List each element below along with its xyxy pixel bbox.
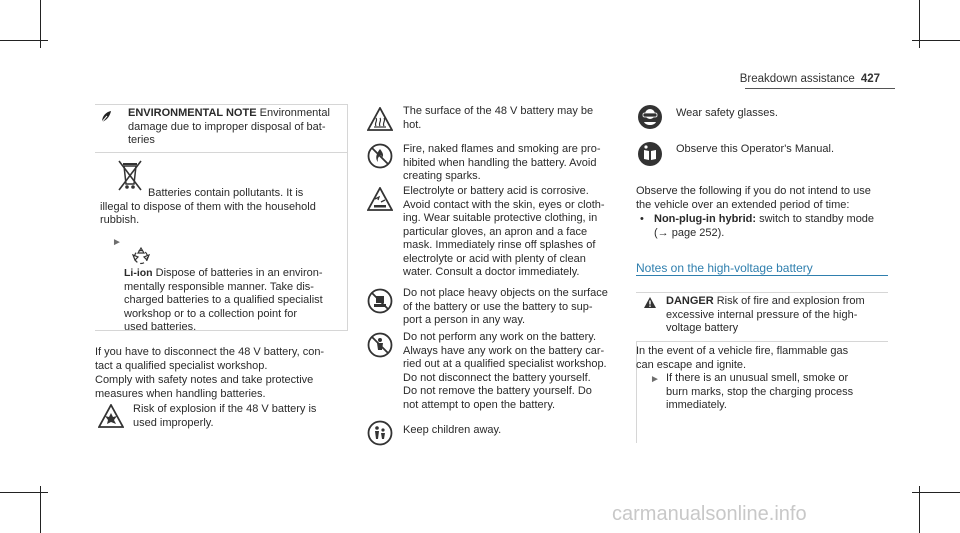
bullet-text: switch to standby mode <box>759 213 875 225</box>
paragraph-line: Do not place heavy objects on the surface <box>403 287 608 299</box>
heavy-objects-text <box>403 287 623 328</box>
divider <box>95 152 347 153</box>
paragraph-line: Dispose of batteries in an environ- <box>155 267 323 279</box>
glasses-text: Wear safety glasses. <box>676 107 778 119</box>
danger-text: Risk of fire and explosion from <box>716 295 865 307</box>
paragraph-line: burn marks, stop the charging process <box>666 385 854 398</box>
crop-mark <box>912 40 960 41</box>
paragraph-line: the vehicle over an extended period of time: <box>636 198 850 211</box>
paragraph-line: port a person in any way. <box>403 314 526 326</box>
paragraph-line: creating sparks. <box>403 170 481 182</box>
paragraph-line: of the battery or use the battery to sup- <box>403 300 593 313</box>
paragraph-line: used improperly. <box>133 416 214 429</box>
paragraph-line: electrolyte or acid with plenty of clean <box>403 252 586 265</box>
danger-action <box>666 372 886 413</box>
fire-text <box>403 143 623 184</box>
danger-title: DANGER <box>666 295 714 307</box>
hot-surface-text <box>403 105 623 132</box>
paragraph-line: tact a qualified specialist workshop. <box>95 359 268 372</box>
li-ion-label: Li-ion <box>124 267 153 279</box>
paragraph-line: measures when handling batteries. <box>95 387 266 400</box>
no-fire-icon <box>367 143 393 169</box>
action-arrow-icon: ► <box>650 374 660 385</box>
safety-glasses-icon <box>637 104 663 130</box>
bullet-icon: • <box>640 213 644 225</box>
children-text: Keep children away. <box>403 424 502 436</box>
danger-text: voltage battery <box>666 322 739 334</box>
paragraph-line: hot. <box>403 118 422 131</box>
paragraph-line: rubbish. <box>100 214 140 226</box>
crop-mark <box>0 492 48 493</box>
no-work-icon <box>367 332 393 358</box>
paragraph-line: Fire, naked flames and smoking are pro- <box>403 143 601 155</box>
page-reference-link[interactable]: (→ page 252). <box>654 226 725 239</box>
section-title: Breakdown assistance <box>739 73 855 85</box>
note-text: Environmental <box>259 107 330 119</box>
danger-text: excessive internal pressure of the high- <box>666 308 858 321</box>
crop-mark <box>0 40 48 41</box>
crop-mark <box>919 486 920 533</box>
explosion-warning-icon <box>98 404 124 428</box>
paragraph-line: can escape and ignite. <box>636 358 747 371</box>
dispose-paragraph <box>124 267 344 335</box>
section-heading: Notes on the high-voltage battery <box>636 261 813 275</box>
hot-surface-icon <box>367 107 393 131</box>
paragraph-line: Do not perform any work on the battery. <box>403 331 596 343</box>
no-heavy-objects-icon <box>367 288 393 314</box>
action-arrow-icon: ► <box>112 237 122 248</box>
paragraph-line: immediately. <box>666 399 727 411</box>
paragraph-line: Do not remove the battery yourself. Do <box>403 385 592 397</box>
paragraph-line: Do not disconnect the battery yourself. <box>403 371 591 384</box>
heading-rule <box>636 275 888 276</box>
paragraph-line: illegal to dispose of them with the household <box>100 200 316 213</box>
danger-header <box>666 295 886 336</box>
paragraph-line: If you have to disconnect the 48 V battery, con- <box>95 346 325 358</box>
paragraph-line: not attempt to open the battery. <box>403 398 556 411</box>
danger-event-paragraph <box>636 345 891 372</box>
note-text: teries <box>128 134 155 146</box>
corrosive-acid-icon <box>367 187 393 211</box>
note-title: ENVIRONMENTAL NOTE <box>128 107 257 119</box>
acid-text <box>403 185 623 280</box>
environment-leaf-icon <box>100 110 112 124</box>
paragraph-line: Comply with safety notes and take protective <box>95 374 314 386</box>
paragraph-line: ried out at a qualified specialist workshop. <box>403 358 607 370</box>
warning-triangle-icon <box>643 296 657 309</box>
bullet-label: Non-plug-in hybrid: <box>654 213 757 225</box>
paragraph-line: Risk of explosion if the 48 V battery is <box>133 403 317 415</box>
paragraph-line: workshop or to a collection point for <box>124 307 298 320</box>
header-rule <box>745 88 895 89</box>
paragraph-line: water. Consult a doctor immediately. <box>403 266 580 278</box>
watermark: carmanualsonline.info <box>612 503 807 525</box>
page-number: 427 <box>860 73 880 85</box>
paragraph-line: Always have any work on the battery car- <box>403 344 605 357</box>
paragraph-line: ing. Wear suitable protective clothing, in <box>403 212 598 224</box>
paragraph-line: Observe the following if you do not intend to use <box>636 185 871 197</box>
keep-children-away-icon <box>367 420 393 446</box>
disconnect-paragraph <box>95 346 350 373</box>
paragraph-line: mask. Immediately rinse off splashes of <box>403 239 596 251</box>
recycling-icon <box>131 246 151 266</box>
paragraph-line: Electrolyte or battery acid is corrosive. <box>403 185 589 197</box>
bullet-item <box>654 213 894 240</box>
explosion-text <box>133 403 348 430</box>
paragraph-line: The surface of the 48 V battery may be <box>403 105 594 117</box>
paragraph-line: used batteries. <box>124 321 197 333</box>
pollutants-paragraph <box>100 187 345 228</box>
comply-paragraph <box>95 374 350 401</box>
paragraph-line: hibited when handling the battery. Avoid <box>403 156 597 169</box>
paragraph-line: charged batteries to a qualified specialist <box>124 294 323 306</box>
manual-text: Observe this Operator's Manual. <box>676 143 835 155</box>
work-text <box>403 331 628 412</box>
divider <box>636 341 888 342</box>
paragraph-line: particular gloves, an apron and a face <box>403 225 588 238</box>
paragraph-line: mentally responsible manner. Take dis- <box>124 280 314 293</box>
crop-mark <box>40 486 41 533</box>
crop-mark <box>912 492 960 493</box>
environmental-note-header <box>128 107 343 148</box>
running-header <box>740 73 880 87</box>
paragraph-line: If there is an unusual smell, smoke or <box>666 372 849 384</box>
paragraph-line: Batteries contain pollutants. It is <box>148 187 304 199</box>
operators-manual-icon <box>637 141 663 167</box>
observe-paragraph <box>636 185 896 212</box>
note-text: damage due to improper disposal of bat- <box>128 120 326 133</box>
paragraph-line: In the event of a vehicle fire, flammable gas <box>636 345 849 357</box>
paragraph-line: Avoid contact with the skin, eyes or cloth- <box>403 198 605 211</box>
